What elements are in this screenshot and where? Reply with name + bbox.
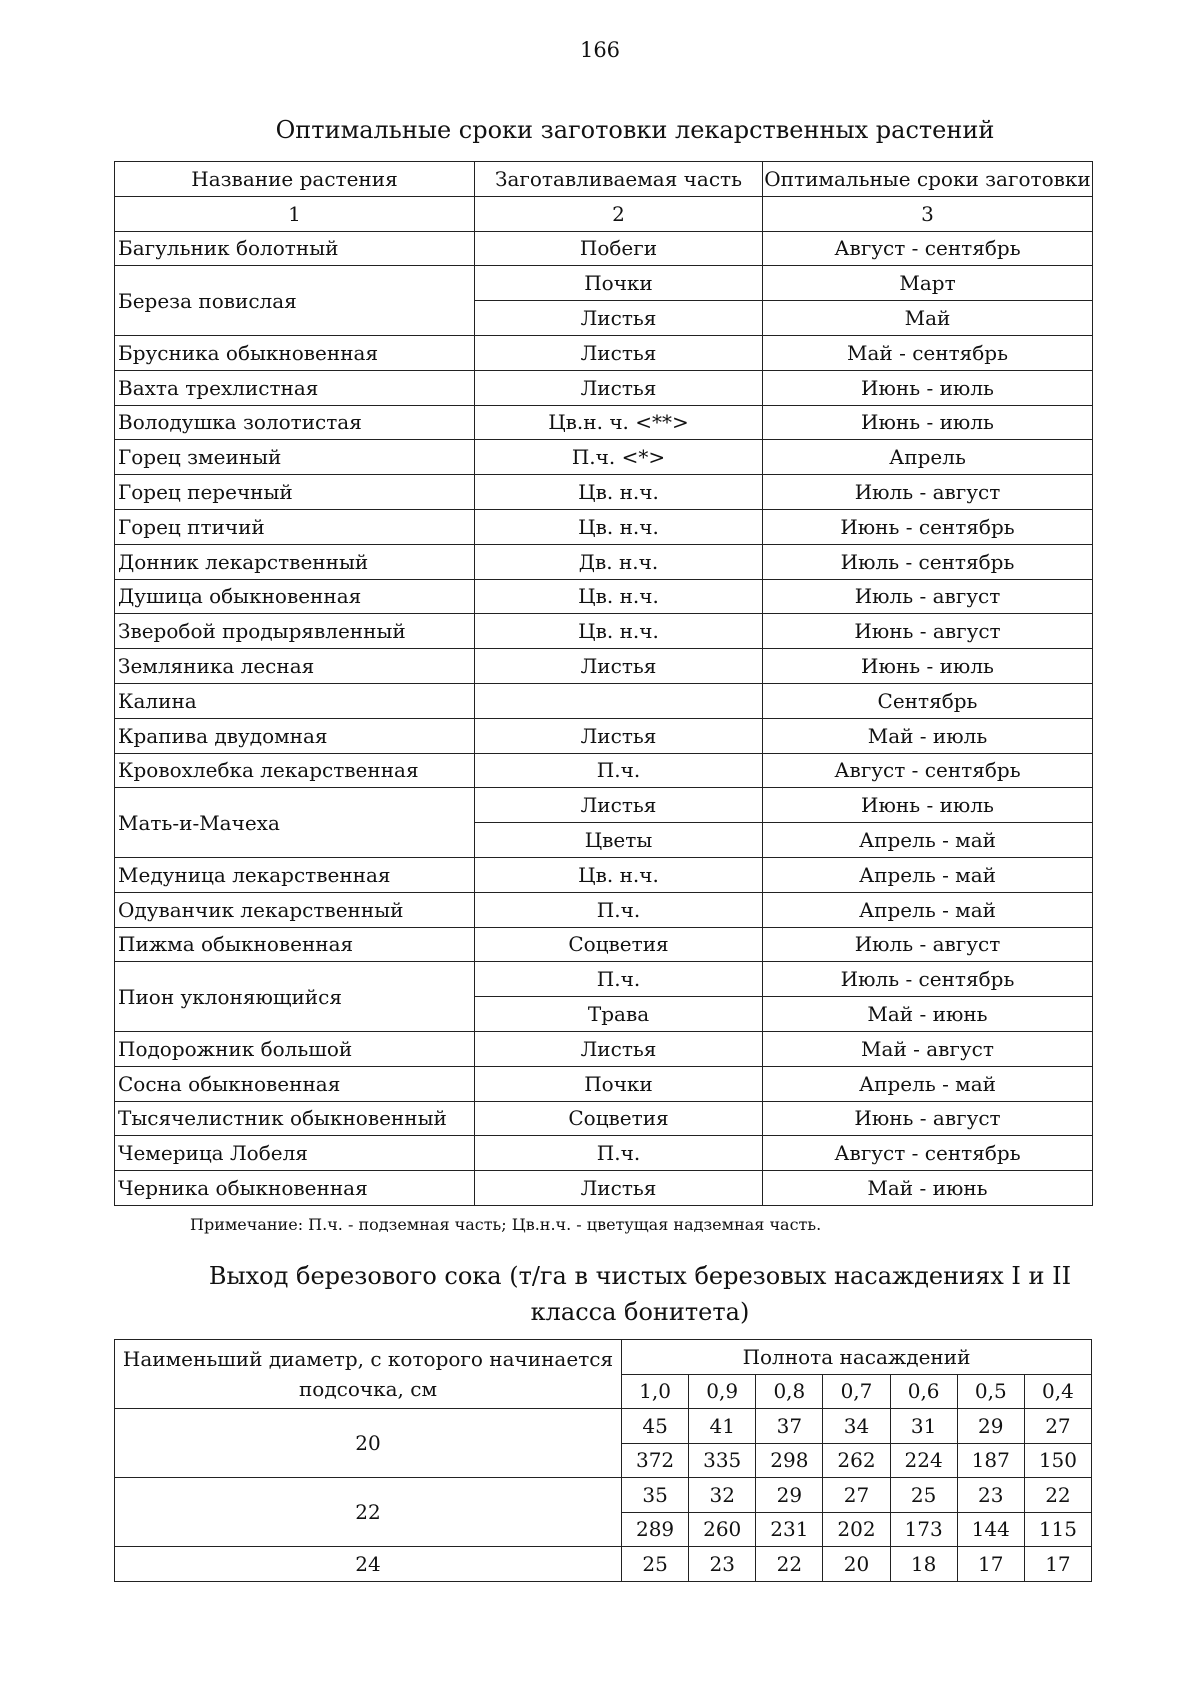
- harvest-period-cell: Март: [763, 266, 1093, 301]
- table1-note: Примечание: П.ч. - подземная часть; Цв.н.ч. - цветущая надземная часть.: [190, 1215, 822, 1234]
- sap-value-cell: 45: [622, 1409, 689, 1444]
- table-row: [115, 1171, 1093, 1206]
- table-row: [115, 1066, 1093, 1101]
- plant-name-cell: Володушка золотистая: [115, 405, 475, 440]
- sap-value-cell: 32: [689, 1478, 756, 1513]
- table-row: [115, 440, 1093, 475]
- sap-value-cell: 20: [823, 1547, 890, 1582]
- table-row: [115, 370, 1093, 405]
- sap-body: [115, 1409, 1092, 1582]
- harvested-part-cell: П.ч.: [475, 962, 763, 997]
- table1-title: Оптимальные сроки заготовки лекарственных растений: [275, 116, 995, 144]
- harvested-part-cell: Листья: [475, 788, 763, 823]
- harvest-period-cell: Апрель - май: [763, 823, 1093, 858]
- plant-name-cell: Душица обыкновенная: [115, 579, 475, 614]
- diameter-cell: 22: [115, 1478, 622, 1547]
- harvest-period-cell: Июль - сентябрь: [763, 544, 1093, 579]
- sap-value-cell: 231: [756, 1512, 823, 1547]
- table-row: [115, 266, 1093, 301]
- table-row: [115, 962, 1093, 997]
- header-harvest-period: Оптимальные сроки заготовки: [763, 162, 1093, 197]
- plants-body: [115, 231, 1093, 1205]
- harvest-period-cell: Апрель - май: [763, 1066, 1093, 1101]
- harvested-part-cell: Листья: [475, 370, 763, 405]
- sap-value-cell: 25: [890, 1478, 957, 1513]
- plant-name-cell: Горец перечный: [115, 475, 475, 510]
- harvested-part-cell: Листья: [475, 649, 763, 684]
- column-number: 2: [475, 196, 763, 231]
- harvested-part-cell: Цв. н.ч.: [475, 579, 763, 614]
- sap-value-cell: 260: [689, 1512, 756, 1547]
- density-header: 1,0: [622, 1374, 689, 1409]
- sap-value-cell: 144: [957, 1512, 1024, 1547]
- sap-value-cell: 17: [1024, 1547, 1091, 1582]
- harvest-period-cell: Май - июнь: [763, 1171, 1093, 1206]
- plant-name-cell: Брусника обыкновенная: [115, 335, 475, 370]
- density-header: 0,6: [890, 1374, 957, 1409]
- sap-value-cell: 27: [1024, 1409, 1091, 1444]
- harvested-part-cell: П.ч.: [475, 1136, 763, 1171]
- table-row: [115, 1478, 1092, 1513]
- table-row: [115, 892, 1093, 927]
- table-row: [115, 927, 1093, 962]
- harvested-part-cell: Цветы: [475, 823, 763, 858]
- table-row: [115, 544, 1093, 579]
- page-number: 166: [579, 38, 621, 62]
- table-row: [115, 475, 1093, 510]
- harvested-part-cell: Цв. н.ч.: [475, 509, 763, 544]
- table-row: [115, 231, 1093, 266]
- sap-value-cell: 27: [823, 1478, 890, 1513]
- header-min-diameter: Наименьший диаметр, с которого начинается подсочка, см: [115, 1340, 622, 1409]
- harvest-period-cell: Август - сентябрь: [763, 753, 1093, 788]
- harvest-period-cell: Июнь - август: [763, 614, 1093, 649]
- harvest-period-cell: Июль - август: [763, 579, 1093, 614]
- plant-name-cell: Крапива двудомная: [115, 718, 475, 753]
- harvest-period-cell: Апрель: [763, 440, 1093, 475]
- sap-value-cell: 34: [823, 1409, 890, 1444]
- density-header: 0,8: [756, 1374, 823, 1409]
- sap-value-cell: 31: [890, 1409, 957, 1444]
- harvested-part-cell: Трава: [475, 997, 763, 1032]
- harvested-part-cell: П.ч.: [475, 753, 763, 788]
- harvest-period-cell: Май: [763, 301, 1093, 336]
- sap-value-cell: 298: [756, 1443, 823, 1478]
- harvest-period-cell: Август - сентябрь: [763, 231, 1093, 266]
- harvest-period-cell: Июль - сентябрь: [763, 962, 1093, 997]
- table-row: [115, 1547, 1092, 1582]
- harvest-period-cell: Май - июнь: [763, 997, 1093, 1032]
- harvested-part-cell: Почки: [475, 266, 763, 301]
- table-row: [115, 614, 1093, 649]
- harvest-period-cell: Июнь - июль: [763, 649, 1093, 684]
- table-row: [115, 579, 1093, 614]
- table-row: [115, 753, 1093, 788]
- density-header: 0,9: [689, 1374, 756, 1409]
- harvest-period-cell: Сентябрь: [763, 683, 1093, 718]
- plant-name-cell: Земляника лесная: [115, 649, 475, 684]
- harvest-period-cell: Август - сентябрь: [763, 1136, 1093, 1171]
- table-row: [115, 335, 1093, 370]
- table-row: [115, 649, 1093, 684]
- harvested-part-cell: П.ч. <*>: [475, 440, 763, 475]
- density-header: 0,5: [957, 1374, 1024, 1409]
- harvest-period-cell: Апрель - май: [763, 857, 1093, 892]
- column-number: 1: [115, 196, 475, 231]
- column-number: 3: [763, 196, 1093, 231]
- sap-value-cell: 23: [957, 1478, 1024, 1513]
- harvested-part-cell: [475, 683, 763, 718]
- harvest-period-cell: Июнь - июль: [763, 788, 1093, 823]
- plant-name-cell: Медуница лекарственная: [115, 857, 475, 892]
- harvest-period-cell: Июнь - июль: [763, 370, 1093, 405]
- sap-value-cell: 224: [890, 1443, 957, 1478]
- density-header: 0,7: [823, 1374, 890, 1409]
- header-plant-name: Название растения: [115, 162, 475, 197]
- plant-name-cell: Одуванчик лекарственный: [115, 892, 475, 927]
- sap-value-cell: 187: [957, 1443, 1024, 1478]
- plant-name-cell: Мать-и-Мачеха: [115, 788, 475, 858]
- sap-value-cell: 22: [1024, 1478, 1091, 1513]
- sap-value-cell: 35: [622, 1478, 689, 1513]
- plant-name-cell: Подорожник большой: [115, 1031, 475, 1066]
- plant-name-cell: Черника обыкновенная: [115, 1171, 475, 1206]
- harvest-period-cell: Июнь - август: [763, 1101, 1093, 1136]
- header-harvested-part: Заготавливаемая часть: [475, 162, 763, 197]
- birch-sap-table: [114, 1339, 1092, 1582]
- sap-value-cell: 262: [823, 1443, 890, 1478]
- sap-value-cell: 17: [957, 1547, 1024, 1582]
- diameter-cell: 24: [115, 1547, 622, 1582]
- table-row: [115, 1409, 1092, 1444]
- plant-name-cell: Тысячелистник обыкновенный: [115, 1101, 475, 1136]
- harvested-part-cell: Листья: [475, 301, 763, 336]
- harvested-part-cell: Цв. н.ч.: [475, 857, 763, 892]
- header-row: [115, 1340, 1092, 1375]
- table-row: [115, 405, 1093, 440]
- header-stand-density: Полнота насаждений: [622, 1340, 1092, 1375]
- harvested-part-cell: Листья: [475, 1171, 763, 1206]
- plant-name-cell: Горец змеиный: [115, 440, 475, 475]
- harvested-part-cell: Цв. н.ч.: [475, 614, 763, 649]
- harvested-part-cell: Цв. н.ч.: [475, 475, 763, 510]
- density-header: 0,4: [1024, 1374, 1091, 1409]
- header-row: [115, 162, 1093, 197]
- table-row: [115, 788, 1093, 823]
- harvested-part-cell: Листья: [475, 1031, 763, 1066]
- table-row: [115, 1031, 1093, 1066]
- plant-name-cell: Сосна обыкновенная: [115, 1066, 475, 1101]
- sap-value-cell: 289: [622, 1512, 689, 1547]
- sap-value-cell: 25: [622, 1547, 689, 1582]
- table-row: [115, 1101, 1093, 1136]
- harvested-part-cell: Соцветия: [475, 1101, 763, 1136]
- plant-name-cell: Пион уклоняющийся: [115, 962, 475, 1032]
- sap-value-cell: 372: [622, 1443, 689, 1478]
- sap-value-cell: 150: [1024, 1443, 1091, 1478]
- harvested-part-cell: Побеги: [475, 231, 763, 266]
- sap-value-cell: 37: [756, 1409, 823, 1444]
- plant-name-cell: Зверобой продырявленный: [115, 614, 475, 649]
- plant-name-cell: Донник лекарственный: [115, 544, 475, 579]
- sap-value-cell: 29: [957, 1409, 1024, 1444]
- harvested-part-cell: П.ч.: [475, 892, 763, 927]
- table-row: [115, 509, 1093, 544]
- harvested-part-cell: Листья: [475, 335, 763, 370]
- table-row: [115, 683, 1093, 718]
- plant-name-cell: Калина: [115, 683, 475, 718]
- harvest-period-cell: Апрель - май: [763, 892, 1093, 927]
- sap-value-cell: 23: [689, 1547, 756, 1582]
- harvest-period-cell: Май - август: [763, 1031, 1093, 1066]
- table-row: [115, 857, 1093, 892]
- plant-name-cell: Береза повислая: [115, 266, 475, 336]
- table-row: [115, 1136, 1093, 1171]
- plant-name-cell: Чемерица Лобеля: [115, 1136, 475, 1171]
- sap-value-cell: 22: [756, 1547, 823, 1582]
- harvest-period-cell: Июль - август: [763, 475, 1093, 510]
- sap-value-cell: 335: [689, 1443, 756, 1478]
- harvested-part-cell: Листья: [475, 718, 763, 753]
- column-number-row: [115, 196, 1093, 231]
- sap-value-cell: 29: [756, 1478, 823, 1513]
- plants-table: [114, 161, 1093, 1206]
- harvested-part-cell: Дв. н.ч.: [475, 544, 763, 579]
- harvest-period-cell: Май - сентябрь: [763, 335, 1093, 370]
- harvest-period-cell: Июль - август: [763, 927, 1093, 962]
- plant-name-cell: Вахта трехлистная: [115, 370, 475, 405]
- harvest-period-cell: Май - июль: [763, 718, 1093, 753]
- sap-value-cell: 41: [689, 1409, 756, 1444]
- harvested-part-cell: Цв.н. ч. <**>: [475, 405, 763, 440]
- sap-value-cell: 18: [890, 1547, 957, 1582]
- table2-title: Выход березового сока (т/га в чистых березовых насаждениях I и II класса бонитета): [208, 1262, 1072, 1326]
- plant-name-cell: Горец птичий: [115, 509, 475, 544]
- sap-value-cell: 173: [890, 1512, 957, 1547]
- table-row: [115, 718, 1093, 753]
- diameter-cell: 20: [115, 1409, 622, 1478]
- harvest-period-cell: Июнь - сентябрь: [763, 509, 1093, 544]
- sap-value-cell: 115: [1024, 1512, 1091, 1547]
- sap-value-cell: 202: [823, 1512, 890, 1547]
- harvest-period-cell: Июнь - июль: [763, 405, 1093, 440]
- harvested-part-cell: Соцветия: [475, 927, 763, 962]
- plant-name-cell: Кровохлебка лекарственная: [115, 753, 475, 788]
- harvested-part-cell: Почки: [475, 1066, 763, 1101]
- plant-name-cell: Багульник болотный: [115, 231, 475, 266]
- plant-name-cell: Пижма обыкновенная: [115, 927, 475, 962]
